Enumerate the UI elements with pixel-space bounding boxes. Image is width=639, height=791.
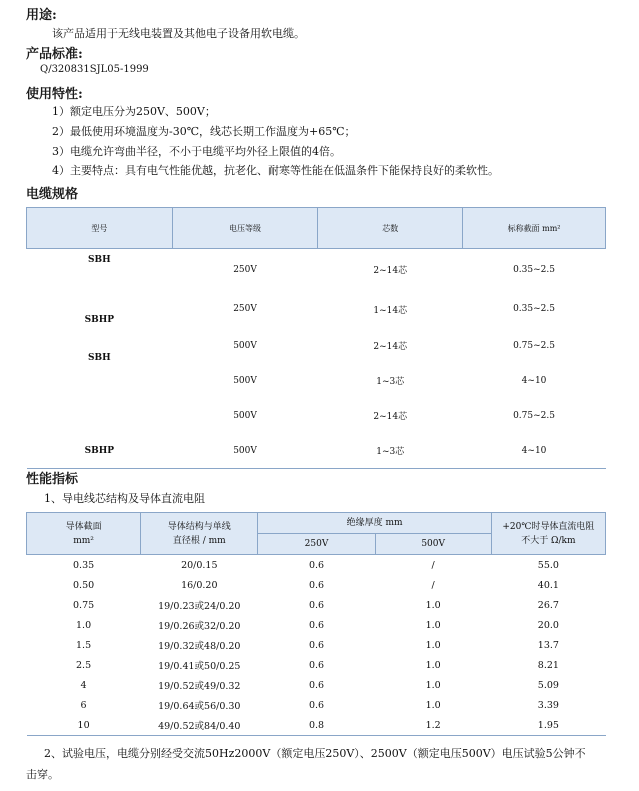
spec-header-cores: 芯数 bbox=[318, 208, 463, 249]
section-cell: 6 bbox=[80, 699, 87, 711]
section-cell: 0.75~2.5 bbox=[513, 340, 555, 351]
performance-subtitle: 1、导电线芯结构及导体直流电阻 bbox=[44, 492, 205, 505]
thickness-250-cell: 0.6 bbox=[308, 599, 325, 611]
perf-header-insulation: 绝缘厚度 mm bbox=[258, 513, 491, 534]
section-cell: 2.5 bbox=[76, 659, 92, 671]
thickness-250-cell: 0.6 bbox=[308, 659, 325, 671]
section-cell: 0.75~2.5 bbox=[513, 410, 555, 421]
spec-header-model: 型号 bbox=[27, 208, 173, 249]
table-row bbox=[27, 655, 606, 675]
usage-text: 该产品适用于无线电装置及其他电子设备用软电缆。 bbox=[52, 27, 305, 40]
perf-header-250v: 250V bbox=[258, 534, 375, 555]
perf-header-section: 导体截面 mm² bbox=[27, 513, 141, 555]
resistance-cell: 1.95 bbox=[491, 715, 605, 736]
perf-header-structure: 导体结构与单线 直径根 / mm bbox=[141, 513, 258, 555]
resistance-cell: 26.7 bbox=[537, 599, 559, 611]
thickness-500-cell: 1.0 bbox=[425, 639, 441, 651]
perf-header-500v: 500V bbox=[375, 534, 491, 555]
section-cell: 1.5 bbox=[76, 639, 92, 651]
thickness-500-cell: / bbox=[431, 579, 435, 591]
section-cell: 0.35 bbox=[73, 559, 95, 571]
structure-cell: 19/0.23或24/0.20 bbox=[158, 601, 241, 612]
table-row bbox=[27, 715, 606, 736]
section-cell: 10 bbox=[27, 715, 141, 736]
section-cell: 1.0 bbox=[76, 619, 92, 631]
table-row bbox=[27, 249, 606, 291]
structure-cell: 16/0.20 bbox=[181, 579, 218, 591]
resistance-cell: 13.7 bbox=[537, 639, 559, 651]
table-row bbox=[27, 675, 606, 695]
structure-cell: 19/0.52或49/0.32 bbox=[158, 681, 241, 692]
table-row bbox=[27, 695, 606, 715]
model-cell: SBHP bbox=[84, 315, 115, 325]
section-cell: 4~10 bbox=[463, 433, 606, 469]
section-cell: 4~10 bbox=[521, 375, 547, 386]
perf-header-resistance: +20℃时导体直流电阻 不大于 Ω/km bbox=[491, 513, 605, 555]
structure-cell: 20/0.15 bbox=[181, 559, 218, 571]
performance-title: 性能指标 bbox=[26, 472, 79, 487]
structure-cell: 19/0.26或32/0.20 bbox=[158, 621, 241, 632]
table-row bbox=[27, 635, 606, 655]
feature-item: 4）主要特点：具有电气性能优越，抗老化、耐寒等性能在低温条件下能保持良好的柔软性。 bbox=[52, 164, 499, 177]
voltage-cell: 250V bbox=[233, 264, 257, 275]
thickness-500-cell: 1.0 bbox=[425, 699, 441, 711]
thickness-500-cell: 1.0 bbox=[425, 619, 441, 631]
thickness-500-cell: 1.0 bbox=[425, 599, 441, 611]
spec-header-section: 标称截面 mm² bbox=[463, 208, 606, 249]
resistance-cell: 5.09 bbox=[537, 679, 559, 691]
thickness-500-cell: / bbox=[431, 559, 435, 571]
thickness-500-cell: 1.0 bbox=[425, 679, 441, 691]
table-row bbox=[27, 363, 606, 398]
test-voltage-note-cont: 击穿。 bbox=[26, 768, 59, 781]
feature-item: 3）电缆允许弯曲半径，不小于电缆平均外径上限值的4倍。 bbox=[52, 145, 341, 158]
model-cell: SBH bbox=[88, 353, 111, 363]
spec-table bbox=[26, 207, 606, 469]
spec-header-row bbox=[27, 208, 606, 249]
table-row bbox=[27, 595, 606, 615]
table-row bbox=[27, 615, 606, 635]
voltage-cell: 500V bbox=[233, 340, 257, 351]
table-row bbox=[27, 575, 606, 595]
feature-item: 2）最低使用环境温度为-30℃，线芯长期工作温度为+65℃； bbox=[52, 125, 356, 138]
features-title: 使用特性: bbox=[26, 87, 83, 102]
thickness-250-cell: 0.6 bbox=[308, 619, 325, 631]
table-row bbox=[27, 398, 606, 433]
table-row bbox=[27, 328, 606, 363]
section-cell: 0.75 bbox=[73, 599, 95, 611]
section-cell: 0.35~2.5 bbox=[513, 264, 555, 275]
usage-title: 用途: bbox=[26, 8, 57, 23]
cores-cell: 1~3芯 bbox=[318, 433, 463, 469]
voltage-cell: 500V bbox=[233, 410, 257, 421]
model-cell: SBHP bbox=[27, 433, 173, 469]
section-cell: 0.50 bbox=[73, 579, 95, 591]
voltage-cell: 500V bbox=[172, 433, 318, 469]
thickness-250-cell: 0.6 bbox=[308, 679, 325, 691]
resistance-cell: 40.1 bbox=[537, 579, 559, 591]
structure-cell: 19/0.64或56/0.30 bbox=[158, 701, 241, 712]
section-cell: 4 bbox=[80, 679, 87, 691]
feature-item: 1）额定电压分为250V、500V； bbox=[52, 105, 216, 118]
cores-cell: 2~14芯 bbox=[373, 412, 408, 422]
thickness-500-cell: 1.0 bbox=[425, 659, 441, 671]
test-voltage-note: 2、试验电压，电缆分别经受交流50Hz2000V（额定电压250V）、2500V（额定电压500V）电压试验5公钟不 bbox=[44, 747, 586, 760]
standard-code: Q/320831SJL05-1999 bbox=[40, 64, 149, 75]
spec-title: 电缆规格 bbox=[26, 187, 79, 202]
voltage-cell: 250V bbox=[233, 304, 257, 314]
standard-title: 产品标准: bbox=[26, 47, 83, 62]
resistance-cell: 3.39 bbox=[537, 699, 559, 711]
thickness-250-cell: 0.6 bbox=[308, 699, 325, 711]
resistance-cell: 8.21 bbox=[537, 659, 559, 671]
perf-header-row bbox=[27, 513, 606, 534]
resistance-cell: 20.0 bbox=[537, 619, 559, 631]
cores-cell: 1~14芯 bbox=[373, 305, 408, 316]
structure-cell: 19/0.41或50/0.25 bbox=[158, 661, 241, 672]
table-row bbox=[27, 433, 606, 469]
structure-cell: 49/0.52或84/0.40 bbox=[141, 715, 258, 736]
structure-cell: 19/0.32或48/0.20 bbox=[158, 641, 241, 652]
thickness-250-cell: 0.6 bbox=[308, 559, 325, 571]
table-row bbox=[27, 290, 606, 328]
cores-cell: 2~14芯 bbox=[373, 266, 408, 276]
model-cell: SBH bbox=[88, 255, 111, 265]
thickness-250-cell: 0.8 bbox=[258, 715, 375, 736]
thickness-250-cell: 0.6 bbox=[308, 579, 325, 591]
thickness-500-cell: 1.2 bbox=[375, 715, 491, 736]
thickness-250-cell: 0.6 bbox=[308, 639, 325, 651]
resistance-cell: 55.0 bbox=[537, 559, 559, 571]
voltage-cell: 500V bbox=[233, 375, 257, 386]
performance-table bbox=[26, 512, 606, 736]
cores-cell: 2~14芯 bbox=[373, 342, 408, 352]
spec-header-voltage: 电压等级 bbox=[172, 208, 318, 249]
table-row bbox=[27, 555, 606, 576]
section-cell: 0.35~2.5 bbox=[513, 304, 555, 314]
cores-cell: 1~3芯 bbox=[376, 377, 405, 387]
